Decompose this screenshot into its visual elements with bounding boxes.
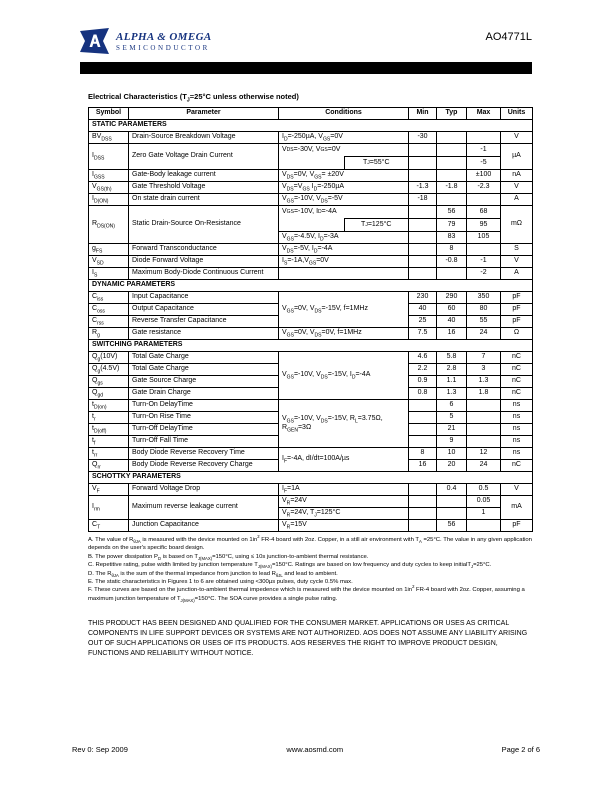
max-cell: 68: [467, 206, 501, 219]
typ-cell: 83: [437, 232, 467, 244]
max-cell: -2: [467, 268, 501, 280]
symbol-cell: $g_{FS}$: [89, 244, 129, 256]
max-cell: 1.8: [467, 388, 501, 400]
row-trr: [89, 448, 533, 460]
conditions-cell: $V_{GS}=-4.5V$, $I_D=-3A$: [279, 232, 409, 244]
max-cell: [467, 424, 501, 436]
parameter-cell: Maximum Body-Diode Continuous Current: [129, 268, 279, 280]
brand-subtitle: SEMICONDUCTOR: [116, 44, 210, 52]
row-vsd: [89, 256, 533, 268]
parameter-cell: Gate Drain Charge: [129, 388, 279, 400]
max-cell: -1: [467, 256, 501, 268]
row-gfs: [89, 244, 533, 256]
parameter-cell: Forward Voltage Drop: [129, 484, 279, 496]
parameter-cell: Static Drain-Source On-Resistance: [129, 206, 279, 244]
symbol-cell: $t_{D(off)}$: [89, 424, 129, 436]
conditions-cell: $I_D=-250\mu A$, $V_{GS}=0V$: [279, 132, 409, 144]
typ-cell: -0.8: [437, 256, 467, 268]
typ-cell: 10: [437, 448, 467, 460]
max-cell: 24: [467, 328, 501, 340]
parameter-cell: Forward Transconductance: [129, 244, 279, 256]
section-dynamic: [89, 280, 533, 292]
parameter-cell: Junction Capacitance: [129, 520, 279, 532]
parameter-cell: Maximum reverse leakage current: [129, 496, 279, 520]
footnote-b: B. The power dissipation $P_D$ is based on $T_{J(MAX)}=150^\circ C$, using ≤ 10s junction-to-ambient thermal resistance.: [88, 553, 369, 561]
section-title: SCHOTTKY PARAMETERS: [89, 472, 533, 484]
units-cell: V: [501, 132, 533, 144]
min-cell: 7.5: [409, 328, 437, 340]
min-cell: [409, 232, 437, 244]
row-vgsth: [89, 182, 533, 194]
section-title: STATIC PARAMETERS: [89, 120, 533, 132]
max-cell: [467, 132, 501, 144]
row-ciss: [89, 292, 533, 304]
typ-cell: 9: [437, 436, 467, 448]
row-bvdss: [89, 132, 533, 144]
parameter-cell: Gate-Body leakage current: [129, 170, 279, 182]
section-title: DYNAMIC PARAMETERS: [89, 280, 533, 292]
typ-cell: 16: [437, 328, 467, 340]
parameter-cell: Total Gate Charge: [129, 364, 279, 376]
col-max: Max: [467, 108, 501, 120]
brand-name: ALPHA & OMEGA: [116, 31, 212, 43]
col-typ: Typ: [437, 108, 467, 120]
typ-cell: 1.1: [437, 376, 467, 388]
page-title: Electrical Characteristics ($T_J=25^\circ C$ unless otherwise noted): [88, 92, 299, 104]
header-divider-bar: [80, 62, 532, 74]
row-igss: [89, 170, 533, 182]
row-ct: [89, 520, 533, 532]
symbol-cell: $R_g$: [89, 328, 129, 340]
units-cell: S: [501, 244, 533, 256]
symbol-cell: $V_F$: [89, 484, 129, 496]
conditions-cell: [279, 144, 409, 170]
min-cell: 0.9: [409, 376, 437, 388]
conditions-cell: $V_R=24V$, $T_J=125^\circ C$: [279, 508, 409, 520]
col-symbol: Symbol: [89, 108, 129, 120]
typ-cell: 20: [437, 460, 467, 472]
disclaimer-text: THIS PRODUCT HAS BEEN DESIGNED AND QUALIFIED FOR THE CONSUMER MARKET. APPLICATIONS OR USES AS CRITICAL COMPONENTS IN LIFE SUPPORT DEVICES OR SYSTEMS ARE NOT AUTHORIZED. AOS DOES NOT ASSUME ANY LIABILITY ARISING OUT OF SUCH APPLICATIONS OR USES OF ITS PRODUCTS. AOS RESERVES THE RIGHT TO IMPROVE PRODUCT DESIGN, FUNCTIONS AND RELIABILITY WITHOUT NOTICE.: [88, 620, 528, 658]
symbol-cell: $Q_{gd}$: [89, 388, 129, 400]
symbol-cell: $t_f$: [89, 436, 129, 448]
symbol-cell: $I_{GSS}$: [89, 170, 129, 182]
max-cell: [467, 244, 501, 256]
min-cell: [409, 244, 437, 256]
parameter-cell: Turn-On Rise Time: [129, 412, 279, 424]
condition-main: V DS =-30V, V GS =0V: [282, 145, 341, 153]
max-cell: -5: [467, 157, 501, 170]
typ-cell: -1.8: [437, 182, 467, 194]
max-cell: 1: [467, 508, 501, 520]
min-cell: [409, 520, 437, 532]
max-cell: 350: [467, 292, 501, 304]
min-cell: [409, 206, 437, 219]
units-cell: nA: [501, 170, 533, 182]
typ-cell: 5.8: [437, 352, 467, 364]
min-cell: [409, 484, 437, 496]
units-cell: nC: [501, 364, 533, 376]
min-cell: -18: [409, 194, 437, 206]
symbol-cell: $C_{iss}$: [89, 292, 129, 304]
min-cell: -30: [409, 132, 437, 144]
units-cell: pF: [501, 520, 533, 532]
typ-cell: [437, 496, 467, 508]
parameter-cell: Turn-On DelayTime: [129, 400, 279, 412]
units-cell: µA: [501, 144, 533, 170]
condition-line: $V_{GS}=-10V$, $V_{DS}=-15V$, $R_L=3.75\Omega$,: [282, 415, 383, 425]
symbol-cell: $Q_g(4.5V)$: [89, 364, 129, 376]
parameter-cell: On state drain current: [129, 194, 279, 206]
max-cell: 0.5: [467, 484, 501, 496]
conditions-cell: $V_{GS}=0V$, $V_{DS}=0V$, f=1MHz: [279, 328, 409, 340]
symbol-cell: $Q_g(10V)$: [89, 352, 129, 364]
units-cell: V: [501, 484, 533, 496]
min-cell: 40: [409, 304, 437, 316]
min-cell: [409, 219, 437, 232]
col-units: Units: [501, 108, 533, 120]
min-cell: [409, 412, 437, 424]
symbol-cell: $Q_{gs}$: [89, 376, 129, 388]
units-cell: pF: [501, 304, 533, 316]
parameter-cell: Reverse Transfer Capacitance: [129, 316, 279, 328]
footnote-c: C. Repetitive rating, pulse width limited by junction temperature $T_{J(MAX)}=150^\circ C$. Ratings are based on low frequency and duty cycles to keep initialT$_J$=25°C.: [88, 562, 492, 570]
footnote-f: F. These curves are based on the junction-to-ambient thermal impedence which is measured with the device mounted on $1in^2$ FR-4 board with 2oz. Copper, assuming a maximum junction temperature of $T_{J(MAX)}=150^\circ C$. The SOA curve provides a single pulse rating.: [88, 584, 525, 603]
condition-line: $R_{GEN}=3\Omega$: [282, 423, 312, 433]
conditions-cell: $V_R=24V$: [279, 496, 409, 508]
row-qg10: [89, 352, 533, 364]
condition-sub: T J =55°C: [344, 156, 409, 169]
parameter-cell: Total Gate Charge: [129, 352, 279, 364]
footnote-a: A. The value of $R_{\theta JA}$ is measured with the device mounted on $1in^2$ FR-4 board with 2oz. Copper, in a still air environment with $T_A =25^\circ C$. The value in any given application depends on the user's specific board design.: [88, 534, 532, 552]
aos-flag-icon: [80, 28, 110, 55]
typ-cell: 79: [437, 219, 467, 232]
symbol-cell: $I_{DSS}$: [89, 144, 129, 170]
col-parameter: Parameter: [129, 108, 279, 120]
min-cell: [409, 144, 437, 157]
parameter-cell: Drain-Source Breakdown Voltage: [129, 132, 279, 144]
typ-cell: 2.8: [437, 364, 467, 376]
units-cell: ns: [501, 448, 533, 460]
max-cell: 0.05: [467, 496, 501, 508]
parameter-cell: Zero Gate Voltage Drain Current: [129, 144, 279, 170]
typ-cell: 56: [437, 520, 467, 532]
col-conditions: Conditions: [279, 108, 409, 120]
symbol-cell: $t_{rr}$: [89, 448, 129, 460]
symbol-cell: $C_T$: [89, 520, 129, 532]
parameter-cell: Input Capacitance: [129, 292, 279, 304]
typ-cell: 60: [437, 304, 467, 316]
min-cell: [409, 157, 437, 170]
max-cell: [467, 400, 501, 412]
parameter-cell: Diode Forward Voltage: [129, 256, 279, 268]
page-header: [80, 28, 532, 55]
min-cell: [409, 400, 437, 412]
max-cell: 12: [467, 448, 501, 460]
max-cell: 105: [467, 232, 501, 244]
footer-website: www.aosmd.com: [286, 745, 344, 754]
conditions-cell: [279, 268, 409, 280]
conditions-cell: $V_{GS}=0V$, $V_{DS}=-15V$, f=1MHz: [279, 292, 409, 328]
parameter-cell: Body Diode Reverse Recovery Charge: [129, 460, 279, 472]
units-cell: nC: [501, 388, 533, 400]
min-cell: [409, 170, 437, 182]
max-cell: [467, 194, 501, 206]
symbol-cell: $R_{DS(ON)}$: [89, 206, 129, 244]
units-cell: pF: [501, 316, 533, 328]
electrical-characteristics-table: [88, 107, 533, 532]
typ-cell: 290: [437, 292, 467, 304]
conditions-cell: $V_{DS}=0V$, $V_{GS}= \pm 20V$: [279, 170, 409, 182]
max-cell: 7: [467, 352, 501, 364]
conditions-cell: $V_{GS}=-10V$, $V_{DS}=-5V$: [279, 194, 409, 206]
units-cell: mΩ: [501, 206, 533, 244]
min-cell: [409, 424, 437, 436]
conditions-cell: $I_S=-1A,V_{GS}=0V$: [279, 256, 409, 268]
max-cell: 55: [467, 316, 501, 328]
section-schottky: [89, 472, 533, 484]
table-header-row: [89, 108, 533, 120]
symbol-cell: $C_{rss}$: [89, 316, 129, 328]
units-cell: ns: [501, 424, 533, 436]
units-cell: nC: [501, 376, 533, 388]
parameter-cell: Body Diode Reverse Recovery Time: [129, 448, 279, 460]
units-cell: ns: [501, 400, 533, 412]
conditions-cell: $V_{GS}=-10V$, $V_{DS}=-15V$, $I_D=-4A$: [279, 352, 409, 400]
row-rg: [89, 328, 533, 340]
typ-cell: [437, 170, 467, 182]
conditions-cell: $I_F=1A$: [279, 484, 409, 496]
min-cell: 230: [409, 292, 437, 304]
symbol-cell: $I_S$: [89, 268, 129, 280]
conditions-cell: [279, 206, 409, 232]
symbol-cell: $V_{GS(th)}$: [89, 182, 129, 194]
part-number: AO4771L: [485, 31, 532, 43]
typ-cell: 56: [437, 206, 467, 219]
section-title: SWITCHING PARAMETERS: [89, 340, 533, 352]
parameter-cell: Gate Threshold Voltage: [129, 182, 279, 194]
max-cell: 3: [467, 364, 501, 376]
typ-cell: 1.3: [437, 388, 467, 400]
symbol-cell: $Q_{rr}$: [89, 460, 129, 472]
typ-cell: 40: [437, 316, 467, 328]
units-cell: nC: [501, 460, 533, 472]
symbol-cell: $t_r$: [89, 412, 129, 424]
typ-cell: [437, 194, 467, 206]
max-cell: [467, 436, 501, 448]
max-cell: -1: [467, 144, 501, 157]
typ-cell: 8: [437, 244, 467, 256]
section-switching: [89, 340, 533, 352]
parameter-cell: Gate resistance: [129, 328, 279, 340]
conditions-cell: [279, 400, 409, 448]
min-cell: 8: [409, 448, 437, 460]
units-cell: Ω: [501, 328, 533, 340]
symbol-cell: $BV_{DSS}$: [89, 132, 129, 144]
max-cell: -2.3: [467, 182, 501, 194]
max-cell: [467, 412, 501, 424]
footer-revision: Rev 0: Sep 2009: [72, 745, 128, 754]
typ-cell: 21: [437, 424, 467, 436]
units-cell: A: [501, 194, 533, 206]
units-cell: ns: [501, 436, 533, 448]
parameter-cell: Turn-Off Fall Time: [129, 436, 279, 448]
min-cell: 2.2: [409, 364, 437, 376]
min-cell: [409, 268, 437, 280]
row-rdson-1: [89, 206, 533, 219]
parameter-cell: Gate Source Charge: [129, 376, 279, 388]
row-idss-1: [89, 144, 533, 157]
max-cell: 95: [467, 219, 501, 232]
typ-cell: 5: [437, 412, 467, 424]
row-vf: [89, 484, 533, 496]
symbol-cell: $I_{rm}$: [89, 496, 129, 520]
min-cell: [409, 436, 437, 448]
min-cell: [409, 256, 437, 268]
min-cell: -1.3: [409, 182, 437, 194]
symbol-cell: $I_{D(ON)}$: [89, 194, 129, 206]
units-cell: V: [501, 256, 533, 268]
section-static: [89, 120, 533, 132]
max-cell: 1.3: [467, 376, 501, 388]
row-tdon: [89, 400, 533, 412]
units-cell: nC: [501, 352, 533, 364]
footnotes: [88, 536, 534, 603]
symbol-cell: $t_{D(on)}$: [89, 400, 129, 412]
typ-cell: [437, 268, 467, 280]
min-cell: [409, 496, 437, 508]
typ-cell: 6: [437, 400, 467, 412]
symbol-cell: $V_{SD}$: [89, 256, 129, 268]
parameter-cell: Turn-Off DelayTime: [129, 424, 279, 436]
max-cell: ±100: [467, 170, 501, 182]
conditions-cell: $V_R=15V$: [279, 520, 409, 532]
units-cell: A: [501, 268, 533, 280]
symbol-cell: $C_{oss}$: [89, 304, 129, 316]
units-cell: ns: [501, 412, 533, 424]
brand-text: [116, 31, 212, 52]
typ-cell: 0.4: [437, 484, 467, 496]
typ-cell: [437, 157, 467, 170]
min-cell: 4.6: [409, 352, 437, 364]
typ-cell: [437, 132, 467, 144]
row-idon: [89, 194, 533, 206]
page-footer: [72, 745, 540, 754]
condition-sub: T J =125°C: [344, 218, 409, 231]
aos-logo: [80, 28, 212, 55]
footnote-d: D. The $R_{\theta JA}$ is the sum of the thermal impedance from junction to lead $R_{\theta JL}$ and lead to ambient.: [88, 570, 338, 578]
units-cell: mA: [501, 496, 533, 520]
footer-page-number: Page 2 of 6: [501, 745, 540, 754]
max-cell: 24: [467, 460, 501, 472]
row-irm-1: [89, 496, 533, 508]
conditions-cell: $V_{DS}=V_{GS}$ $I_D=-250\mu A$: [279, 182, 409, 194]
min-cell: 25: [409, 316, 437, 328]
typ-cell: [437, 144, 467, 157]
units-cell: V: [501, 182, 533, 194]
conditions-cell: $V_{DS}=-5V$, $I_D=-4A$: [279, 244, 409, 256]
min-cell: 16: [409, 460, 437, 472]
row-is: [89, 268, 533, 280]
min-cell: [409, 508, 437, 520]
footnote-e: E. The static characteristics in Figures 1 to 6 are obtained using <300µs pulses, duty cycle 0.5% max.: [88, 578, 353, 585]
min-cell: 0.8: [409, 388, 437, 400]
condition-main: V GS =-10V, I D =-4A: [282, 207, 337, 215]
max-cell: [467, 520, 501, 532]
col-min: Min: [409, 108, 437, 120]
units-cell: pF: [501, 292, 533, 304]
parameter-cell: Output Capacitance: [129, 304, 279, 316]
conditions-cell: $I_F=-4A$, dI/dt=100A/µs: [279, 448, 409, 472]
typ-cell: [437, 508, 467, 520]
max-cell: 80: [467, 304, 501, 316]
